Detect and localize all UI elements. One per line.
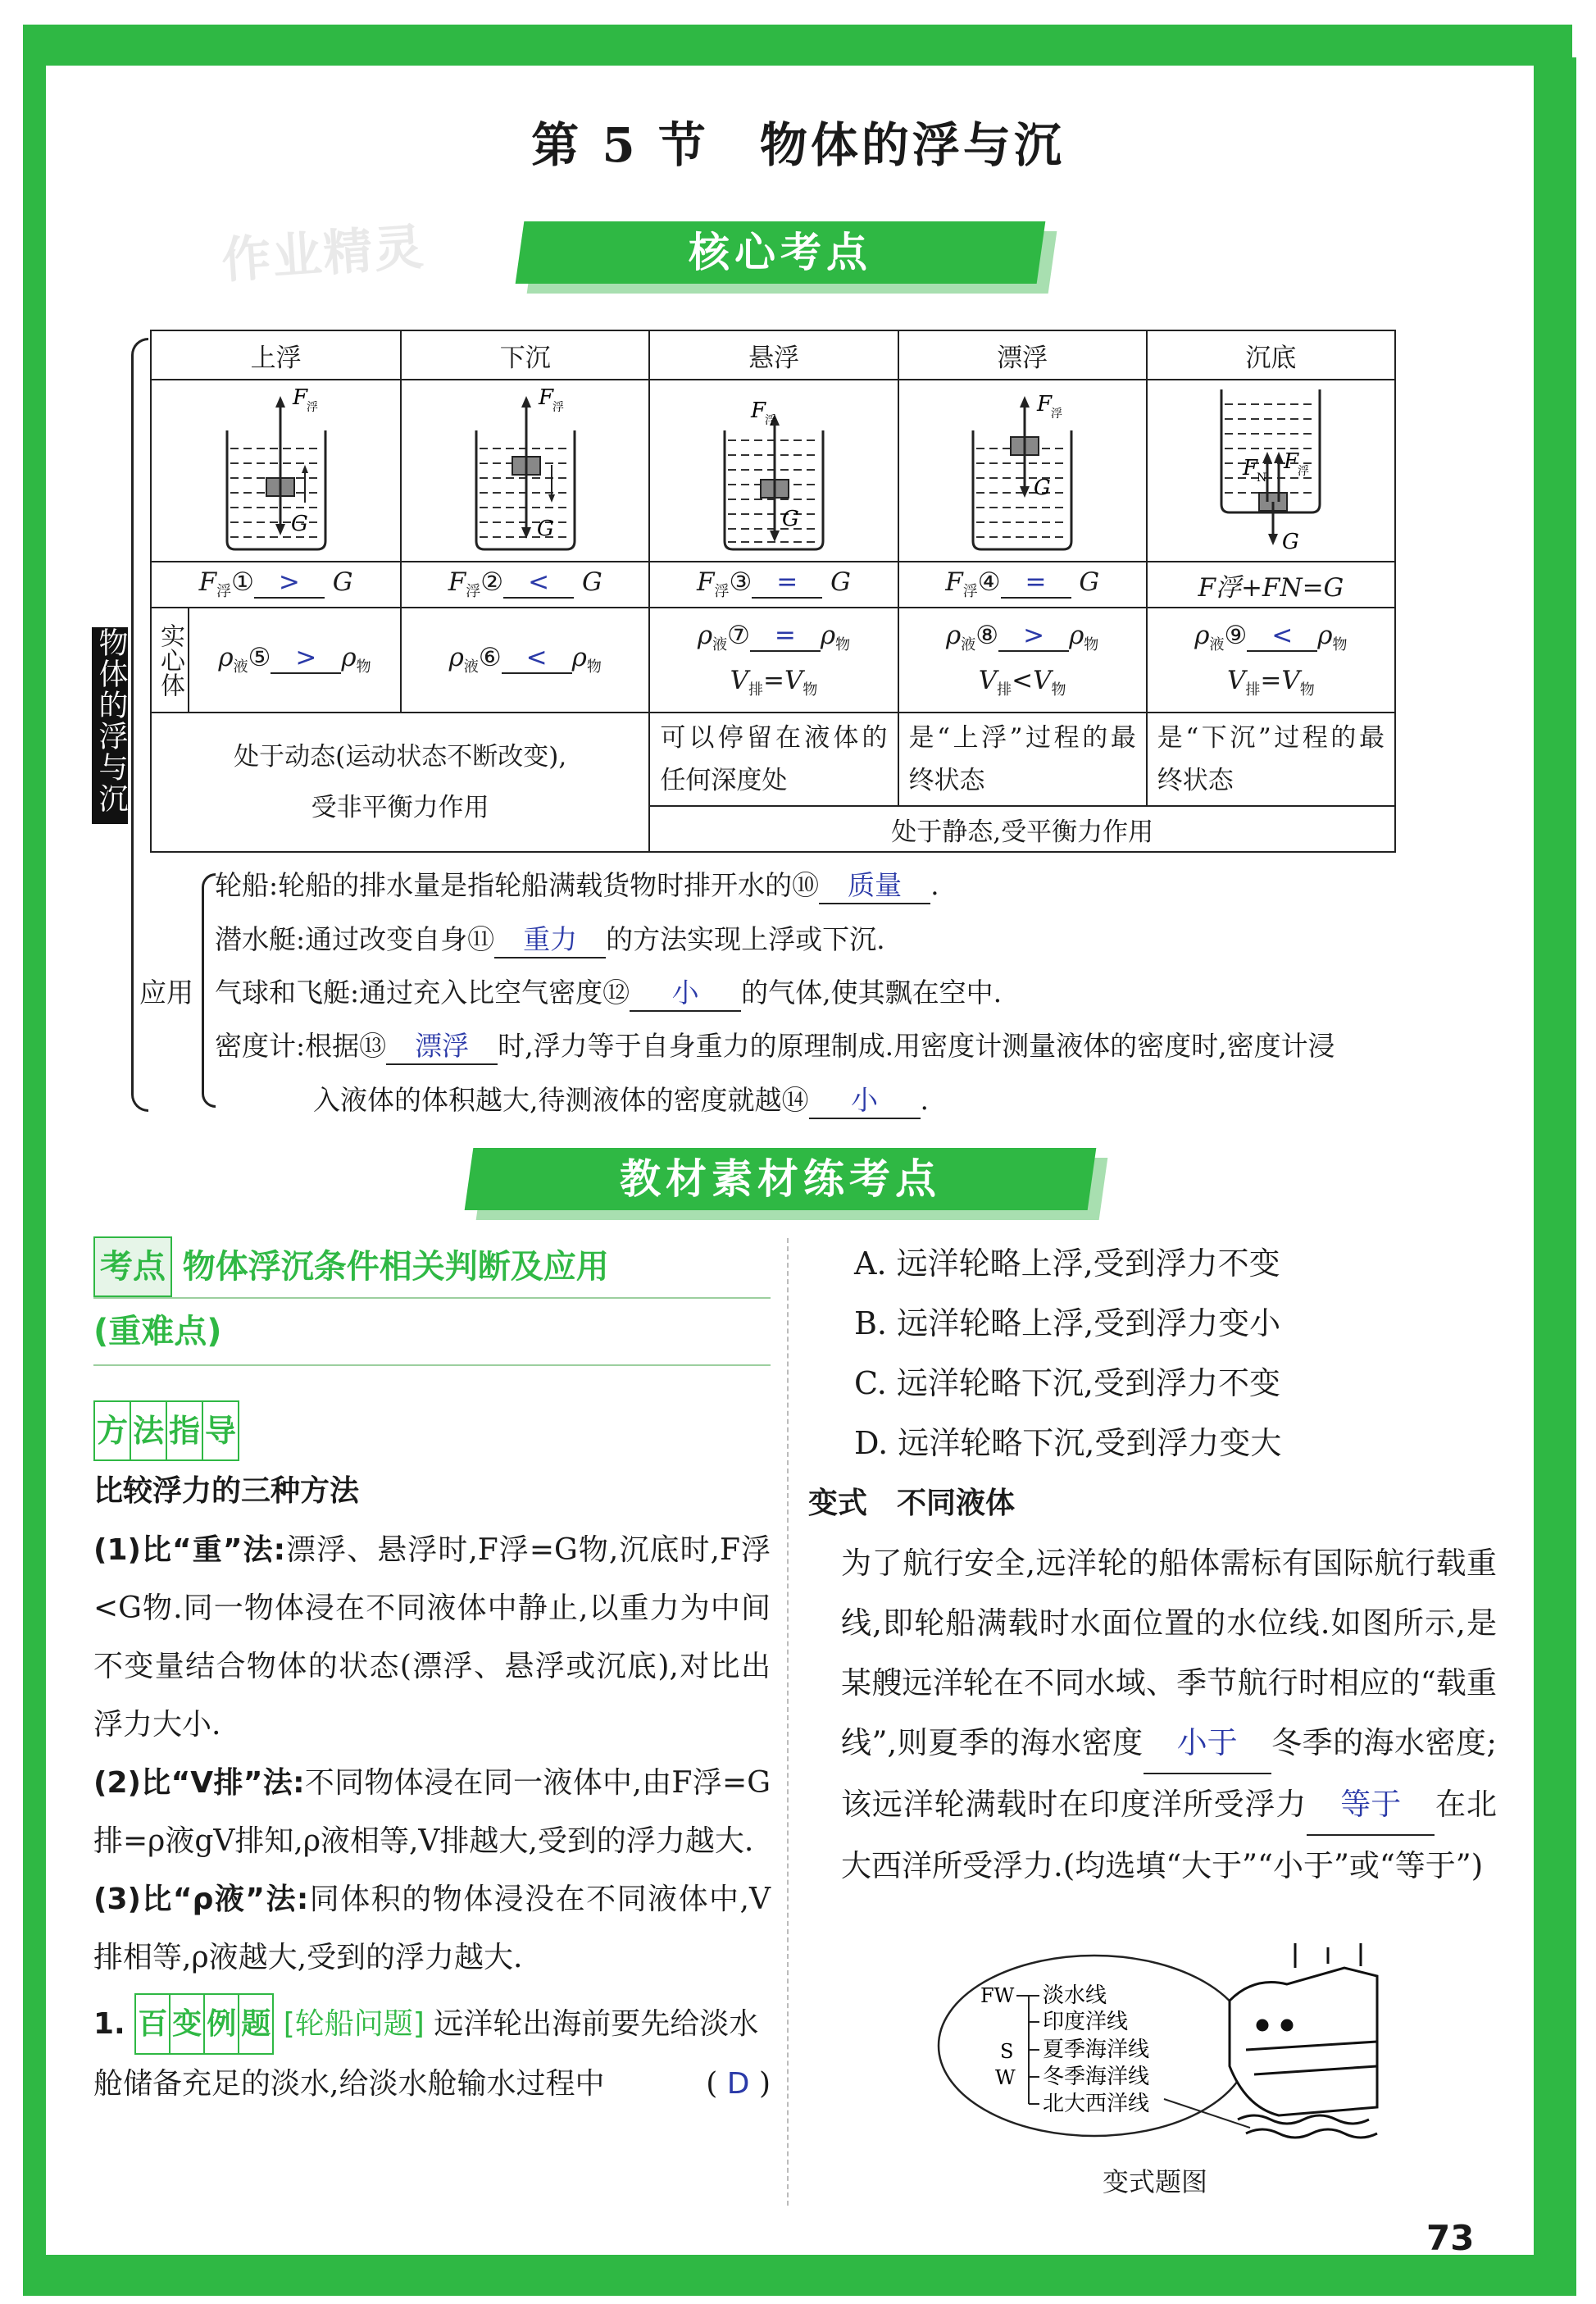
relation-1: $F_浮① > G$ [151, 562, 401, 608]
page-frame-bottom [23, 2255, 1572, 2296]
label-f: F [750, 398, 766, 423]
density-6: $\rho_液⑥ < \rho_物$ [401, 608, 649, 713]
answer-blank: > [998, 621, 1069, 652]
motion-dynamic: 处于动态(运动状态不断改变),受非平衡力作用 [151, 713, 649, 852]
density-7: $\rho_液⑦ = \rho_物$ $V_排=V_物$ [649, 608, 898, 713]
mark-fw: FW [980, 1984, 1015, 2007]
application-line-2: 潜水艇:通过改变自身⑪ 重力 的方法实现上浮或下沉. [215, 918, 885, 958]
answer-blank: 重力 [494, 918, 606, 958]
label-f: F [1243, 456, 1258, 480]
label-g: G [781, 507, 799, 531]
kaodian-tail: (重难点) [93, 1299, 771, 1366]
density-9: $\rho_液⑨ < \rho_物$ $V_排=V_物$ [1147, 608, 1395, 713]
answer-blank: 漂浮 [386, 1025, 498, 1065]
motion-suspend: 可以停留在液体的任何深度处 [649, 713, 898, 806]
answer-blank: < [1247, 621, 1317, 652]
ship-icon [1230, 1943, 1377, 2138]
answer-blank: 等于 [1307, 1774, 1435, 1836]
application-line-3: 气球和飞艇:通过充入比空气密度⑫ 小 的气体,使其飘在空中. [215, 972, 1002, 1012]
example-tag-char: 例 [205, 1993, 239, 2055]
answer-blank: 小 [630, 972, 741, 1012]
option-a: A. 远洋轮略上浮,受到浮力不变 [854, 1245, 1280, 1282]
option-d: D. 远洋轮略下沉,受到浮力变大 [854, 1425, 1282, 1461]
label-g: G [1282, 530, 1300, 553]
answer-blank: = [752, 567, 822, 599]
relation-4: $F_浮④ = G$ [898, 562, 1147, 608]
page-number: 73 [1426, 2218, 1475, 2258]
density-5: $\rho_液⑤ > \rho_物$ [189, 608, 401, 713]
option-b: B. 远洋轮略上浮,受到浮力变小 [854, 1305, 1281, 1341]
diagram-sink [401, 380, 649, 562]
question-answer: ( D ) [706, 2067, 771, 2101]
option-c: C. 远洋轮略下沉,受到浮力不变 [854, 1365, 1280, 1401]
kaodian-title: 物体浮沉条件相关判断及应用 [182, 1248, 609, 1286]
label-f-sub: 浮 [1298, 465, 1310, 478]
method-p1: (1)比“重”法:漂浮、悬浮时,F浮=G物,沉底时,F浮<G物.同一物体浸在不同液体中静止,以重力为中间不变量结合物体的状态(漂浮、悬浮或沉底),对比出浮力大小. [93, 1533, 771, 1742]
label-n-sub: N [1257, 471, 1267, 485]
method-tag-char: 导 [203, 1400, 239, 1461]
method-tag-char: 指 [167, 1400, 203, 1461]
line-label: 淡水线 [1043, 1983, 1107, 2008]
header-rise: 上浮 [151, 330, 401, 380]
application-line-1: 轮船:轮船的排水量是指轮船满载货物时排开水的⑩ 质量 . [215, 864, 939, 904]
answer-blank: < [502, 643, 572, 674]
line-label: 冬季海洋线 [1043, 2065, 1150, 2089]
page-frame-right [1534, 57, 1576, 2296]
relation-5: F浮+FN=G [1147, 562, 1395, 608]
column-divider [787, 1238, 789, 2206]
mark-w: W [995, 2066, 1016, 2089]
page-frame-left [23, 25, 46, 2296]
mark-s: S [1000, 2040, 1014, 2063]
answer-blank: 小 [809, 1079, 921, 1119]
diagram-float [898, 380, 1147, 562]
answer-blank: 质量 [819, 864, 930, 904]
answer-blank: = [750, 621, 821, 652]
answer-blank: > [271, 643, 341, 674]
label-f-sub: 浮 [1051, 408, 1063, 421]
label-f: F [1284, 449, 1299, 474]
variant-heading: 变式 不同液体 [808, 1487, 1016, 1520]
example-tag-char: 百 [134, 1993, 171, 2055]
label-f: F [1037, 392, 1053, 417]
side-label: 物体的浮与沉 [92, 627, 128, 824]
label-f: F [292, 385, 307, 410]
page-title: 第 5 节 物体的浮与沉 [531, 117, 1065, 173]
variant-text: 为了航行安全,远洋轮的船体需标有国际航行载重线,即轮船满载时水面位置的水位线.如图所示,是某艘远洋轮在不同水域、季节航行时相应的“载重线”,则夏季的海水密度 小于 冬季的海水密度;该远洋轮满载时在印度洋所受浮力 等于 在北大西洋所受浮力.(均选填“大于”“小于”或“等于”) [841, 1546, 1497, 1883]
diagram-suspend [649, 380, 898, 562]
kaodian-heading [93, 1236, 771, 1366]
solid-body-label: 实心体 [151, 608, 189, 713]
kaodian-tag: 考点 [93, 1236, 172, 1297]
line-label: 夏季海洋线 [1043, 2038, 1150, 2062]
method-heading: 比较浮力的三种方法 [93, 1474, 360, 1508]
density-8: $\rho_液⑧ > \rho_物$ $V_排<V_物$ [898, 608, 1147, 713]
label-g: G [1034, 476, 1051, 500]
question-1: 1. 百 变 例 题 [轮船问题] 远洋轮出海前要先给淡水舱储备充足的淡水,给淡水舱输水过程中 ( D ) [93, 1993, 771, 2113]
header-sink: 下沉 [401, 330, 649, 380]
label-f-sub: 浮 [764, 414, 776, 427]
method-section [93, 1400, 771, 2113]
header-suspend: 悬浮 [649, 330, 898, 380]
right-column [808, 1234, 1497, 1896]
answer-blank: > [254, 567, 325, 599]
application-line-4: 密度计:根据⑬ 漂浮 时,浮力等于自身重力的原理制成.用密度计测量液体的密度时,密度计浸 [215, 1025, 1335, 1065]
method-p2: (2)比“V排”法:不同物体浸在同一液体中,由F浮=G排=ρ液gV排知,ρ液相等,V排越大,受到的浮力越大. [93, 1766, 771, 1858]
load-line-figure [934, 1943, 1394, 2148]
line-label: 北大西洋线 [1043, 2092, 1150, 2116]
example-tag-char: 题 [239, 1993, 274, 2055]
answer-blank: 小于 [1144, 1713, 1271, 1774]
diagram-bottom [1147, 380, 1395, 562]
textbook-practice-banner: 教材素材练考点 [469, 1148, 1092, 1210]
header-float: 漂浮 [898, 330, 1147, 380]
watermark-logo: 作业精灵 [220, 218, 427, 290]
method-tag-char: 方 [93, 1400, 131, 1461]
application-brace [202, 873, 216, 1108]
method-p3: (3)比“ρ液”法:同体积的物体浸没在不同液体中,V排相等,ρ液越大,受到的浮力越大. [93, 1883, 771, 1974]
label-f-sub: 浮 [552, 401, 564, 414]
relation-3: $F_浮③ = G$ [649, 562, 898, 608]
float-sink-table [150, 330, 1396, 853]
answer-blank: < [503, 567, 574, 599]
line-label: 印度洋线 [1043, 2010, 1129, 2034]
relation-2: $F_浮② < G$ [401, 562, 649, 608]
motion-bottom: 是“下沉”过程的最终状态 [1147, 713, 1395, 806]
label-g: G [290, 512, 308, 536]
answer-blank: = [1001, 567, 1071, 599]
question-stem: 远洋轮出海前要先给淡水舱储备充足的淡水,给淡水舱输水过程中 [93, 2007, 759, 2101]
header-bottom: 沉底 [1147, 330, 1395, 380]
question-topic: [轮船问题] [283, 2007, 425, 2041]
figure-caption: 变式题图 [1103, 2166, 1208, 2197]
label-f: F [538, 385, 553, 410]
page-frame-top [23, 25, 1572, 66]
label-f-sub: 浮 [306, 401, 318, 414]
application-label: 应用 [139, 977, 193, 1009]
static-state: 处于静态,受平衡力作用 [649, 806, 1395, 852]
method-tag-char: 法 [131, 1400, 167, 1461]
motion-float: 是“上浮”过程的最终状态 [898, 713, 1147, 806]
core-points-banner: 核心考点 [520, 221, 1041, 284]
example-tag-char: 变 [171, 1993, 205, 2055]
label-g: G [536, 517, 554, 541]
diagram-rise [151, 380, 401, 562]
application-line-5: 入液体的体积越大,待测液体的密度就越⑭ 小 . [313, 1079, 929, 1119]
